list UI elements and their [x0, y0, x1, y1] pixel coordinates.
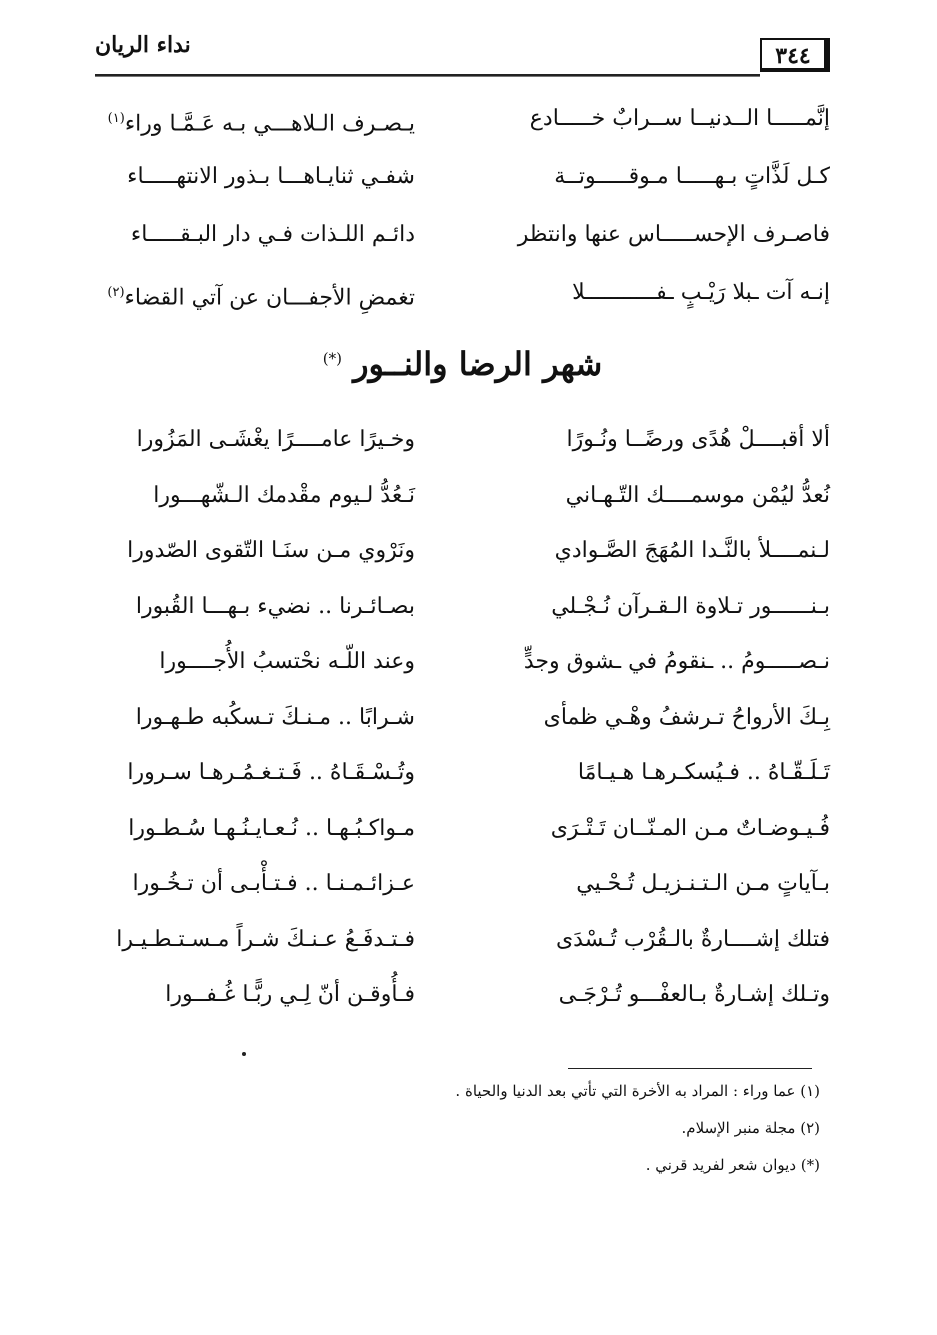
footnote: (*) ديوان شعر لفريد قرني . [645, 1156, 820, 1174]
first-hemistich: كـل لَذَّاتٍ بـهـــــا مـوقـــــوتــة [554, 164, 830, 189]
verse [95, 152, 830, 210]
title-footnote-mark: (*) [322, 349, 342, 368]
first-hemistich: وتـلك إشـارةٌ بـالعفْـــو تُـرْجَـى [558, 982, 830, 1007]
second-hemistich: شفـي ثنايـاهـــا بـذور الانتهـــــاء [127, 164, 415, 189]
footnote-mark: (٢) [107, 285, 125, 300]
verse [95, 859, 830, 915]
first-hemistich: بِـكَ الأرواحُ تـرشفُ وهْـي ظمأى [543, 704, 830, 730]
verse [95, 748, 830, 804]
verse [95, 693, 830, 749]
first-hemistich: إنـه آت ـبلا رَيْـبٍ ـفـــــــــــلا [572, 280, 830, 305]
stray-dot [242, 1052, 246, 1056]
second-hemistich: دائـم اللـذات فـي دار البـقـــــاء [130, 222, 415, 247]
second-hemistich: مـواكـبُـهـا .. نُـعـايـنُـهـا سُـطـورا [128, 815, 415, 841]
footnote-mark: (١) [107, 111, 125, 126]
footnote: (٢) مجلة منبر الإسلام. [681, 1119, 820, 1137]
first-hemistich: فتلك إشــــارةٌ بالـقُرْب تُـسْدَى [555, 926, 830, 952]
second-hemistich: عـزائـمـنـا .. فـتـأْبـى أن تـخُـورا [132, 871, 415, 896]
second-hemistich: شـرابًا .. مـنـكَ تـسكُبه طـهـورا [135, 704, 415, 730]
header-rule [95, 74, 760, 77]
hemistich-text: يـصـرف الـلاهـــي بـه عَـمَّـا وراء [124, 111, 415, 137]
verse [95, 915, 830, 971]
first-hemistich: فاصـرف الإحســـــاس عنها وانتظر [517, 222, 830, 247]
first-hemistich: بـآياتٍ مـن الـتـنـزيـل تُـحْـيي [576, 871, 830, 896]
footnote: (١) عما وراء : المراد به الأخرة التي تأتي بعد الدنيا والحياة . [455, 1082, 820, 1100]
first-hemistich: تَـلَـقّـاهُ .. فـيُسكـرهـا هـيـامًا [577, 760, 830, 785]
verse [95, 471, 830, 527]
poem-two [95, 415, 830, 1026]
verse [95, 637, 830, 693]
verse [95, 210, 830, 268]
page-header [95, 28, 830, 78]
page-number: ٣٤٤ [760, 38, 830, 72]
verse [95, 804, 830, 860]
second-hemistich: وخـيرًا عامــــرًا يغْشَـى المَزُورا [136, 427, 415, 452]
poem-one [95, 94, 830, 326]
second-hemistich: ونَرْوي مـن سنَـا التّقوى الصّدورا [127, 538, 415, 563]
first-hemistich: ألا أقبــــلْ هُدًى ورضًــا ونُـورًا [566, 427, 830, 452]
first-hemistich: فُـيـوضـاتٌ مـن المـنّــان تَـتْـرَى [550, 815, 830, 841]
first-hemistich: لـنمــــلأ بالنَّـدا المُهَجَ الصَّـوادي [554, 538, 830, 563]
footnote-rule [568, 1068, 812, 1069]
first-hemistich: إنَّمـــــا الــدنيــا ســرابٌ خـــــادع [529, 106, 830, 131]
second-hemistich [95, 102, 415, 141]
second-hemistich [95, 276, 415, 315]
footnotes [95, 1078, 820, 1189]
first-hemistich: نُعدُّ ليُمْن موسمــــك التّـهـاني [565, 482, 830, 508]
verse [95, 970, 830, 1026]
poem-title [95, 345, 830, 383]
poem-title-text: شهر الرضا والنــور [353, 345, 603, 383]
second-hemistich: نَـعُدُّ لـيوم مقْدمك الـشّهـــورا [153, 482, 415, 508]
first-hemistich: نـصـــــومُ .. ـنقومُ في ـشوق وجدٍّ [523, 649, 830, 674]
first-hemistich: بـنــــــور تـلاوة الـقـرآن نُـجْـلي [551, 593, 830, 619]
book-title: نداء الريان [95, 32, 191, 58]
verse [95, 582, 830, 638]
second-hemistich: فـتـدفَـعُ عـنـكَ شـراً مـسـتـطـيـرا [116, 926, 415, 952]
second-hemistich: وتُـسْـقَـاهُ .. فَـتـغـمُـرهـا سـرورا [127, 760, 415, 785]
second-hemistich: بصـائـرنا .. نضيء بـهـــا القُبورا [135, 593, 415, 619]
verse [95, 526, 830, 582]
second-hemistich: وعند اللّـه نحْتسبُ الأُجــــورا [159, 649, 415, 674]
verse [95, 415, 830, 471]
verse [95, 268, 830, 326]
hemistich-text: تغمضِ الأجفـــان عن آتي القضاء [124, 285, 415, 311]
verse [95, 94, 830, 152]
second-hemistich: فـأُوقـن أنّ لِـي ربًّـا غُـفــورا [165, 982, 415, 1007]
